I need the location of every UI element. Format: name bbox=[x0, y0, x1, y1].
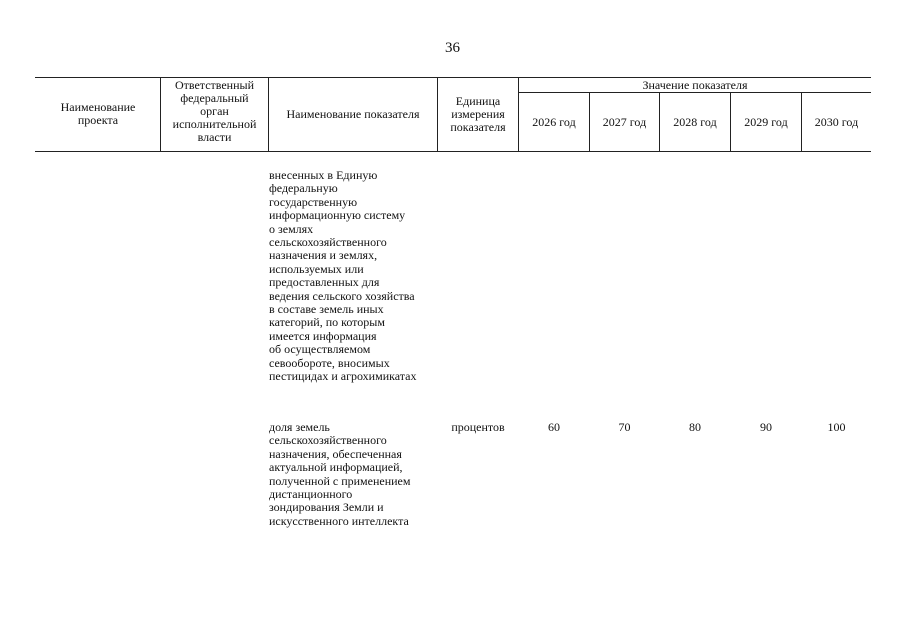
value-2027: 70 bbox=[618, 420, 631, 434]
table-row-indicator: внесенных в Единую федеральную государственную информационную систему о землях сельскохозяйственного назначения и землях, используемых или предоставленных для ведения сельского хозяйства в составе земель иных категорий, по которым имеется информация об осуществляемом севообороте, вносимых пестицидах и агрохимикатах bbox=[269, 168, 417, 384]
header-project-name: Наименование проекта bbox=[60, 100, 136, 127]
header-value-group: Значение показателя bbox=[642, 78, 748, 92]
table-row-unit: процентов bbox=[451, 420, 505, 434]
value-2029: 90 bbox=[760, 420, 772, 434]
table-row-indicator: доля земель сельскохозяйственного назначения, обеспеченная актуальной информацией, полученной с применением дистанционного зондирования Земли и искусственного интеллекта bbox=[269, 420, 411, 528]
year-subheader-border bbox=[518, 92, 871, 93]
header-year-2029: 2029 год bbox=[744, 115, 788, 129]
value-2030: 100 bbox=[827, 420, 846, 434]
page-number: 36 bbox=[445, 40, 460, 56]
header-year-2028: 2028 год bbox=[673, 115, 717, 129]
header-indicator-name: Наименование показателя bbox=[286, 107, 420, 121]
value-2026: 60 bbox=[548, 420, 560, 434]
value-2028: 80 bbox=[689, 420, 701, 434]
header-responsible-body: Ответственный федеральный орган исполнительной власти bbox=[172, 78, 257, 144]
header-year-2030: 2030 год bbox=[814, 115, 859, 129]
header-year-2026: 2026 год bbox=[532, 115, 576, 129]
header-unit: Единица измерения показателя bbox=[450, 94, 506, 134]
header-year-2027: 2027 год bbox=[602, 115, 647, 129]
